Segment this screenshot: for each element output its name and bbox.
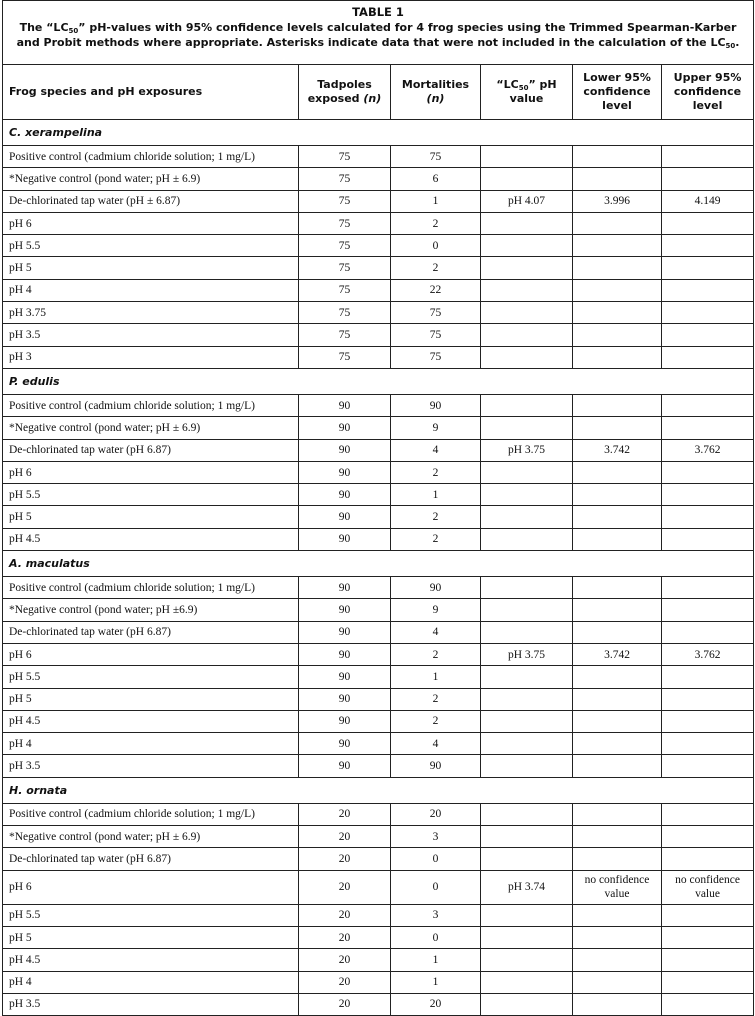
cell-tadpoles: 20 — [299, 803, 391, 825]
table-row — [3, 993, 754, 1015]
cell-label: pH 6 — [3, 643, 299, 665]
cell-label: pH 6 — [3, 461, 299, 483]
cell-lower — [573, 826, 662, 848]
cell-lower — [573, 394, 662, 416]
cell-upper — [662, 168, 754, 190]
cell-lower — [573, 926, 662, 948]
cell-mortalities: 9 — [391, 599, 481, 621]
cell-lc50 — [481, 506, 573, 528]
cell-lower — [573, 971, 662, 993]
header-lc50-start: “LC — [496, 78, 519, 91]
cell-tadpoles: 75 — [299, 146, 391, 168]
cell-label: Positive control (cadmium chloride solution; 1 mg/L) — [3, 577, 299, 599]
cell-mortalities: 1 — [391, 971, 481, 993]
cell-upper: 3.762 — [662, 439, 754, 461]
cell-upper — [662, 417, 754, 439]
cell-label: pH 3.5 — [3, 324, 299, 346]
cell-tadpoles: 20 — [299, 870, 391, 904]
cell-lower — [573, 621, 662, 643]
cell-mortalities: 9 — [391, 417, 481, 439]
cell-upper — [662, 733, 754, 755]
cell-lc50 — [481, 302, 573, 324]
cell-label: Positive control (cadmium chloride solution; 1 mg/L) — [3, 394, 299, 416]
cell-mortalities: 4 — [391, 733, 481, 755]
header-row — [3, 65, 754, 120]
cell-tadpoles: 75 — [299, 302, 391, 324]
cell-upper — [662, 755, 754, 777]
cell-tadpoles: 75 — [299, 190, 391, 212]
cell-lower — [573, 599, 662, 621]
cell-tadpoles: 75 — [299, 346, 391, 368]
species-row — [3, 777, 754, 803]
cell-lower — [573, 417, 662, 439]
cell-label: pH 4 — [3, 971, 299, 993]
cell-tadpoles: 20 — [299, 848, 391, 870]
cell-tadpoles: 20 — [299, 971, 391, 993]
table-head — [3, 1, 754, 120]
species-row — [3, 368, 754, 394]
cell-mortalities: 2 — [391, 461, 481, 483]
table-row — [3, 826, 754, 848]
cell-lower — [573, 848, 662, 870]
table-row — [3, 710, 754, 732]
cell-lc50 — [481, 212, 573, 234]
cell-label: pH 3 — [3, 346, 299, 368]
cell-lc50 — [481, 257, 573, 279]
cell-mortalities: 0 — [391, 870, 481, 904]
cell-mortalities: 75 — [391, 324, 481, 346]
table-row — [3, 926, 754, 948]
species-row — [3, 551, 754, 577]
cell-lc50 — [481, 461, 573, 483]
table-row — [3, 168, 754, 190]
table-row — [3, 212, 754, 234]
table-row — [3, 755, 754, 777]
cell-lc50: pH 3.75 — [481, 643, 573, 665]
cell-mortalities: 1 — [391, 666, 481, 688]
header-tadpoles-n: (n) — [363, 92, 382, 105]
cell-lc50 — [481, 666, 573, 688]
cell-label: De-chlorinated tap water (pH 6.87) — [3, 439, 299, 461]
cell-tadpoles: 90 — [299, 666, 391, 688]
cell-lower — [573, 755, 662, 777]
table-row — [3, 190, 754, 212]
table-row — [3, 146, 754, 168]
cell-label: Positive control (cadmium chloride solution; 1 mg/L) — [3, 803, 299, 825]
cell-label: *Negative control (pond water; pH ± 6.9) — [3, 168, 299, 190]
cell-tadpoles: 90 — [299, 439, 391, 461]
cell-tadpoles: 90 — [299, 461, 391, 483]
table-row — [3, 577, 754, 599]
cell-tadpoles: 20 — [299, 904, 391, 926]
cell-label: *Negative control (pond water; pH ± 6.9) — [3, 417, 299, 439]
cell-upper — [662, 826, 754, 848]
table-row — [3, 302, 754, 324]
cell-tadpoles: 20 — [299, 926, 391, 948]
cell-lower — [573, 346, 662, 368]
cell-lower — [573, 993, 662, 1015]
cell-lower — [573, 666, 662, 688]
cell-mortalities: 2 — [391, 257, 481, 279]
cell-mortalities: 4 — [391, 621, 481, 643]
table-body — [3, 120, 754, 1016]
caption-text-end: . — [735, 36, 740, 49]
table-row — [3, 848, 754, 870]
cell-lc50 — [481, 577, 573, 599]
cell-lower — [573, 484, 662, 506]
header-tadpoles-text: Tadpoles exposed — [307, 78, 372, 105]
cell-tadpoles: 75 — [299, 279, 391, 301]
cell-label: pH 3.5 — [3, 755, 299, 777]
cell-lc50 — [481, 484, 573, 506]
cell-mortalities: 20 — [391, 803, 481, 825]
cell-label: pH 5.5 — [3, 484, 299, 506]
cell-lower: 3.742 — [573, 643, 662, 665]
cell-label: *Negative control (pond water; pH ±6.9) — [3, 599, 299, 621]
cell-label: pH 4.5 — [3, 528, 299, 550]
cell-label: De-chlorinated tap water (pH 6.87) — [3, 848, 299, 870]
species-row — [3, 120, 754, 146]
table-row — [3, 949, 754, 971]
cell-lc50 — [481, 949, 573, 971]
cell-upper: 4.149 — [662, 190, 754, 212]
cell-lower: 3.742 — [573, 439, 662, 461]
table-row — [3, 346, 754, 368]
cell-lower — [573, 803, 662, 825]
cell-mortalities: 2 — [391, 212, 481, 234]
caption-row — [3, 1, 754, 65]
cell-upper — [662, 803, 754, 825]
cell-lc50 — [481, 803, 573, 825]
cell-lc50 — [481, 417, 573, 439]
cell-label: pH 5 — [3, 926, 299, 948]
table-row — [3, 394, 754, 416]
cell-mortalities: 75 — [391, 346, 481, 368]
table-row — [3, 733, 754, 755]
cell-mortalities: 1 — [391, 190, 481, 212]
cell-upper — [662, 926, 754, 948]
cell-lc50 — [481, 926, 573, 948]
table-row — [3, 599, 754, 621]
table-caption — [3, 1, 754, 65]
cell-lower — [573, 257, 662, 279]
cell-lower — [573, 688, 662, 710]
cell-lower — [573, 904, 662, 926]
cell-lc50 — [481, 710, 573, 732]
table-row — [3, 324, 754, 346]
cell-tadpoles: 75 — [299, 168, 391, 190]
cell-mortalities: 75 — [391, 302, 481, 324]
cell-tadpoles: 90 — [299, 755, 391, 777]
table-row — [3, 643, 754, 665]
cell-lower — [573, 733, 662, 755]
cell-lower — [573, 461, 662, 483]
species-name: H. ornata — [3, 777, 754, 803]
cell-upper: no confidence value — [662, 870, 754, 904]
header-mortalities-n: (n) — [426, 92, 445, 105]
cell-label: pH 3.75 — [3, 302, 299, 324]
header-upper-confidence: Upper 95% confidence level — [662, 65, 754, 120]
cell-mortalities: 3 — [391, 904, 481, 926]
cell-tadpoles: 90 — [299, 710, 391, 732]
table-row — [3, 870, 754, 904]
caption-text-start: The “LC — [19, 21, 69, 34]
header-lc50 — [481, 65, 573, 120]
cell-upper — [662, 324, 754, 346]
caption-text — [9, 20, 747, 50]
cell-lower — [573, 302, 662, 324]
cell-lower — [573, 506, 662, 528]
header-lc50-end: ” pH value — [509, 78, 557, 105]
cell-lower — [573, 168, 662, 190]
cell-lower — [573, 212, 662, 234]
table-row — [3, 235, 754, 257]
table-row — [3, 484, 754, 506]
cell-mortalities: 90 — [391, 755, 481, 777]
cell-lc50 — [481, 688, 573, 710]
cell-upper — [662, 993, 754, 1015]
cell-lc50 — [481, 993, 573, 1015]
table-row — [3, 417, 754, 439]
species-name: P. edulis — [3, 368, 754, 394]
cell-tadpoles: 90 — [299, 484, 391, 506]
table-row — [3, 971, 754, 993]
cell-upper — [662, 971, 754, 993]
cell-label: pH 5.5 — [3, 904, 299, 926]
table-row — [3, 666, 754, 688]
cell-tadpoles: 75 — [299, 257, 391, 279]
cell-lc50 — [481, 826, 573, 848]
cell-lc50 — [481, 146, 573, 168]
caption-subscript: 50 — [68, 27, 79, 35]
cell-tadpoles: 90 — [299, 733, 391, 755]
header-mortalities — [391, 65, 481, 120]
cell-upper — [662, 394, 754, 416]
cell-upper — [662, 621, 754, 643]
cell-upper — [662, 599, 754, 621]
table-row — [3, 528, 754, 550]
cell-upper — [662, 461, 754, 483]
cell-lc50 — [481, 279, 573, 301]
table-row — [3, 506, 754, 528]
cell-upper — [662, 577, 754, 599]
cell-upper — [662, 346, 754, 368]
table-container — [2, 0, 753, 1016]
cell-mortalities: 2 — [391, 528, 481, 550]
cell-tadpoles: 90 — [299, 577, 391, 599]
caption-text-middle: ” pH-values with 95% confidence levels calculated for 4 frog species using the Trimmed Spearman-Karber and Probit methods where appropriate. Asterisks indicate data that were not included in the calculation of the LC — [16, 21, 737, 49]
cell-lower — [573, 949, 662, 971]
cell-label: pH 6 — [3, 212, 299, 234]
cell-label: Positive control (cadmium chloride solution; 1 mg/L) — [3, 146, 299, 168]
caption-subscript-2: 50 — [725, 42, 736, 50]
cell-upper — [662, 710, 754, 732]
cell-upper — [662, 949, 754, 971]
cell-lc50 — [481, 599, 573, 621]
cell-mortalities: 2 — [391, 688, 481, 710]
cell-mortalities: 75 — [391, 146, 481, 168]
cell-tadpoles: 90 — [299, 599, 391, 621]
data-table — [2, 0, 754, 1016]
table-row — [3, 257, 754, 279]
cell-label: pH 5 — [3, 688, 299, 710]
cell-tadpoles: 90 — [299, 417, 391, 439]
cell-upper — [662, 302, 754, 324]
table-row — [3, 279, 754, 301]
header-mortalities-text: Mortalities — [401, 78, 470, 91]
cell-lc50 — [481, 324, 573, 346]
cell-mortalities: 90 — [391, 394, 481, 416]
cell-lc50 — [481, 528, 573, 550]
cell-upper — [662, 506, 754, 528]
cell-lower — [573, 235, 662, 257]
cell-lower — [573, 577, 662, 599]
cell-upper — [662, 904, 754, 926]
cell-lc50: pH 3.75 — [481, 439, 573, 461]
cell-upper — [662, 146, 754, 168]
cell-label: pH 5.5 — [3, 666, 299, 688]
cell-mortalities: 22 — [391, 279, 481, 301]
cell-upper — [662, 666, 754, 688]
cell-label: De-chlorinated tap water (pH 6.87) — [3, 621, 299, 643]
cell-lower — [573, 279, 662, 301]
cell-lc50: pH 4.07 — [481, 190, 573, 212]
cell-upper — [662, 235, 754, 257]
cell-tadpoles: 20 — [299, 826, 391, 848]
cell-mortalities: 90 — [391, 577, 481, 599]
cell-tadpoles: 90 — [299, 394, 391, 416]
cell-lower — [573, 710, 662, 732]
cell-lower: no confidence value — [573, 870, 662, 904]
cell-mortalities: 0 — [391, 926, 481, 948]
cell-tadpoles: 20 — [299, 993, 391, 1015]
cell-upper — [662, 257, 754, 279]
cell-upper — [662, 848, 754, 870]
cell-upper: 3.762 — [662, 643, 754, 665]
cell-label: pH 4 — [3, 279, 299, 301]
cell-label: pH 6 — [3, 870, 299, 904]
caption-title: TABLE 1 — [352, 5, 404, 19]
cell-lower: 3.996 — [573, 190, 662, 212]
cell-mortalities: 20 — [391, 993, 481, 1015]
cell-label: De-chlorinated tap water (pH ± 6.87) — [3, 190, 299, 212]
cell-lower — [573, 324, 662, 346]
cell-tadpoles: 75 — [299, 324, 391, 346]
cell-label: *Negative control (pond water; pH ± 6.9) — [3, 826, 299, 848]
cell-upper — [662, 688, 754, 710]
cell-upper — [662, 484, 754, 506]
cell-lc50 — [481, 755, 573, 777]
species-name: A. maculatus — [3, 551, 754, 577]
cell-tadpoles: 90 — [299, 506, 391, 528]
cell-lc50: pH 3.74 — [481, 870, 573, 904]
cell-mortalities: 1 — [391, 484, 481, 506]
cell-upper — [662, 212, 754, 234]
cell-lc50 — [481, 971, 573, 993]
cell-lc50 — [481, 346, 573, 368]
species-name: C. xerampelina — [3, 120, 754, 146]
cell-upper — [662, 528, 754, 550]
table-row — [3, 621, 754, 643]
cell-tadpoles: 75 — [299, 235, 391, 257]
cell-lc50 — [481, 848, 573, 870]
cell-lc50 — [481, 621, 573, 643]
table-row — [3, 439, 754, 461]
cell-lc50 — [481, 168, 573, 190]
cell-mortalities: 2 — [391, 643, 481, 665]
cell-lower — [573, 528, 662, 550]
cell-label: pH 5 — [3, 506, 299, 528]
cell-mortalities: 0 — [391, 235, 481, 257]
cell-mortalities: 1 — [391, 949, 481, 971]
cell-tadpoles: 20 — [299, 949, 391, 971]
cell-label: pH 3.5 — [3, 993, 299, 1015]
table-row — [3, 904, 754, 926]
cell-upper — [662, 279, 754, 301]
header-species: Frog species and pH exposures — [3, 65, 299, 120]
header-lower-confidence: Lower 95% confidence level — [573, 65, 662, 120]
cell-label: pH 4.5 — [3, 710, 299, 732]
cell-mortalities: 0 — [391, 848, 481, 870]
cell-label: pH 5.5 — [3, 235, 299, 257]
cell-lc50 — [481, 733, 573, 755]
cell-lc50 — [481, 235, 573, 257]
cell-label: pH 4 — [3, 733, 299, 755]
cell-mortalities: 3 — [391, 826, 481, 848]
table-row — [3, 803, 754, 825]
cell-label: pH 5 — [3, 257, 299, 279]
cell-tadpoles: 90 — [299, 688, 391, 710]
cell-lc50 — [481, 394, 573, 416]
cell-tadpoles: 75 — [299, 212, 391, 234]
cell-tadpoles: 90 — [299, 643, 391, 665]
cell-lower — [573, 146, 662, 168]
cell-tadpoles: 90 — [299, 528, 391, 550]
cell-mortalities: 6 — [391, 168, 481, 190]
table-row — [3, 688, 754, 710]
cell-mortalities: 2 — [391, 710, 481, 732]
cell-label: pH 4.5 — [3, 949, 299, 971]
header-tadpoles — [299, 65, 391, 120]
header-lc50-subscript: 50 — [518, 84, 529, 92]
cell-lc50 — [481, 904, 573, 926]
table-row — [3, 461, 754, 483]
cell-tadpoles: 90 — [299, 621, 391, 643]
cell-mortalities: 4 — [391, 439, 481, 461]
cell-mortalities: 2 — [391, 506, 481, 528]
